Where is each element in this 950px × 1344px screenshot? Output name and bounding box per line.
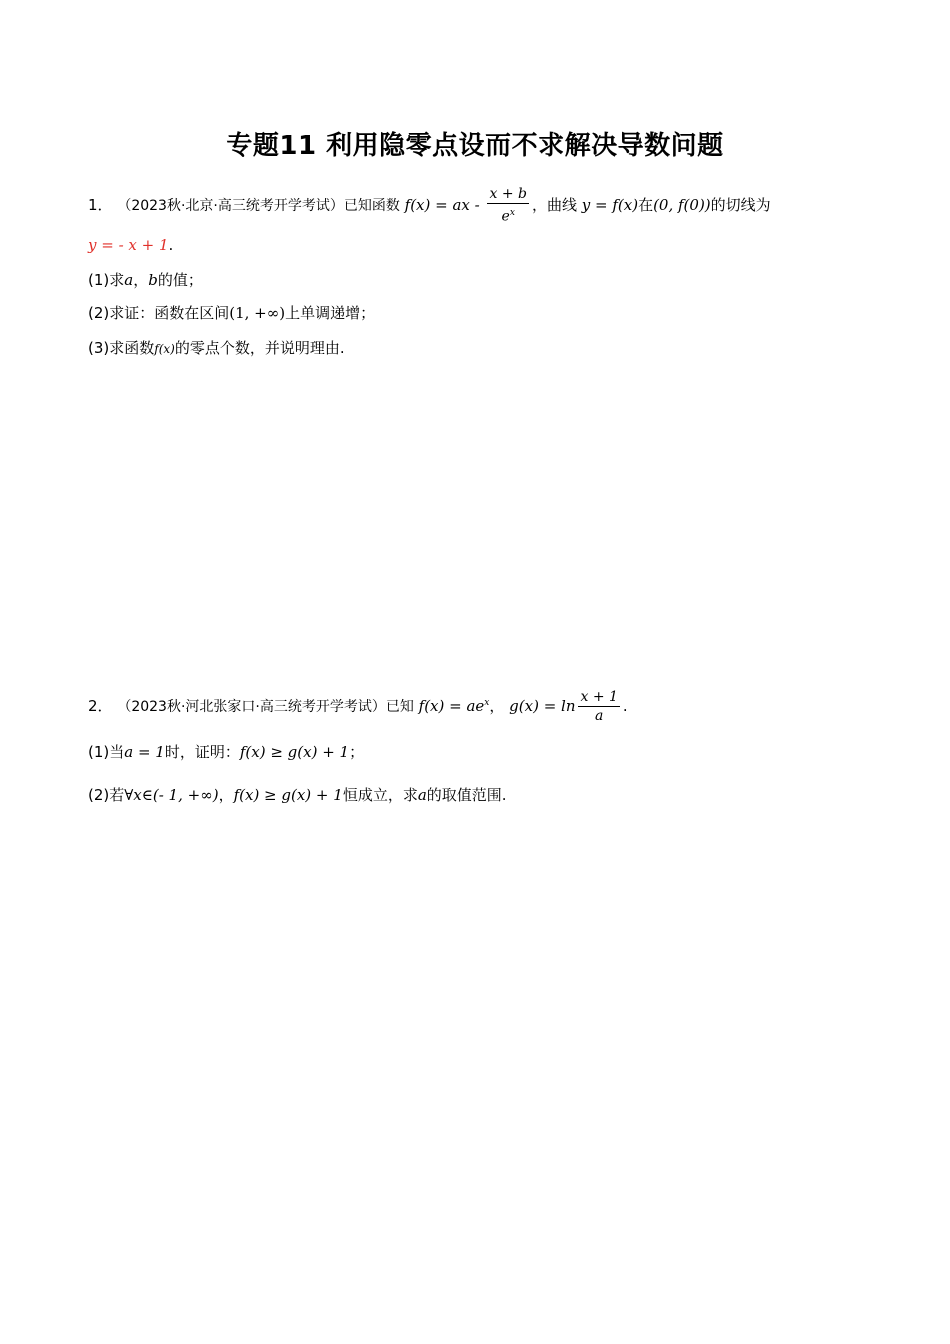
q1-part1-suffix: 的值； xyxy=(157,271,203,289)
q2-fraction xyxy=(578,688,619,725)
q1-part3 xyxy=(88,338,345,359)
q1-at-text: 在 xyxy=(638,195,654,214)
q1-part2 xyxy=(88,303,375,323)
q2-g-lhs: g(x) = ln xyxy=(509,697,576,715)
q1-source: （2023秋·北京·高三统考开学考试）已知函数 xyxy=(117,197,400,214)
q1-tangent-text: 的切线为 xyxy=(710,195,771,214)
q2-period: . xyxy=(622,697,628,715)
q1-fraction xyxy=(487,185,529,226)
q1-var-b: b xyxy=(148,271,158,289)
q2-forall: ∀x∈(- 1, +∞) xyxy=(124,786,219,804)
q2-condition: a = 1 xyxy=(124,743,165,761)
q1-tangent-equation: y = - x + 1 xyxy=(88,236,169,254)
q1-part1-prefix: (1)求 xyxy=(88,271,125,289)
q1-part2-suffix: 上单调递增； xyxy=(285,304,376,322)
q1-part1 xyxy=(88,270,203,290)
q2-var-a: a xyxy=(417,786,427,804)
q2-fraction-numerator: x + 1 xyxy=(580,689,618,705)
q1-fraction-denominator: $e^x$ xyxy=(501,208,515,225)
page-title: 专题11 利用隐零点设而不求解决导数问题 xyxy=(226,131,724,161)
q1-function-lhs: f(x) = ax - xyxy=(404,195,485,214)
q2-part2-sep: ， xyxy=(218,786,234,804)
q1-fraction-numerator: x + b xyxy=(489,186,527,202)
q1-point: (0, f(0)) xyxy=(653,195,711,214)
q2-part1-mid: 时，证明： xyxy=(164,743,240,761)
q1-part2-prefix: (2)求证：函数在区间 xyxy=(88,304,230,322)
q2-part1-inequality: f(x) ≥ g(x) + 1 xyxy=(239,743,350,761)
q1-part3-function: f(x) xyxy=(154,342,175,356)
q2-part2 xyxy=(88,785,507,805)
q1-tangent-line xyxy=(88,235,173,255)
q2-part1-suffix: ； xyxy=(349,743,365,761)
q1-part3-prefix: (3)求函数 xyxy=(88,339,155,357)
q1-period: . xyxy=(168,236,174,254)
q1-part3-suffix: 的零点个数，并说明理由. xyxy=(174,339,345,357)
q2-number: 2． xyxy=(88,697,113,715)
q1-stem xyxy=(88,185,771,226)
q2-sep: ， xyxy=(489,697,505,715)
q2-stem xyxy=(88,688,628,725)
q1-var-a: a xyxy=(124,271,134,289)
q2-part2-prefix: (2)若 xyxy=(88,786,125,804)
q2-part1-prefix: (1)当 xyxy=(88,743,125,761)
q2-fraction-denominator: a xyxy=(595,708,604,724)
q1-part1-sep: ， xyxy=(133,271,149,289)
q1-curve: y = f(x) xyxy=(581,195,639,214)
q1-interval: (1, +∞) xyxy=(229,304,286,322)
q2-part2-suffix: 的取值范围. xyxy=(426,786,507,804)
q2-part2-inequality: f(x) ≥ g(x) + 1 xyxy=(233,786,343,804)
q2-f-definition: $f(x) = ae^x$ xyxy=(418,697,490,715)
q2-source: （2023秋·河北张家口·高三统考开学考试）已知 xyxy=(117,699,414,715)
q2-part1 xyxy=(88,742,364,762)
q1-number: 1． xyxy=(88,195,113,214)
q2-part2-mid: 恒成立，求 xyxy=(342,786,418,804)
q1-mid-text: ，曲线 xyxy=(531,195,577,214)
